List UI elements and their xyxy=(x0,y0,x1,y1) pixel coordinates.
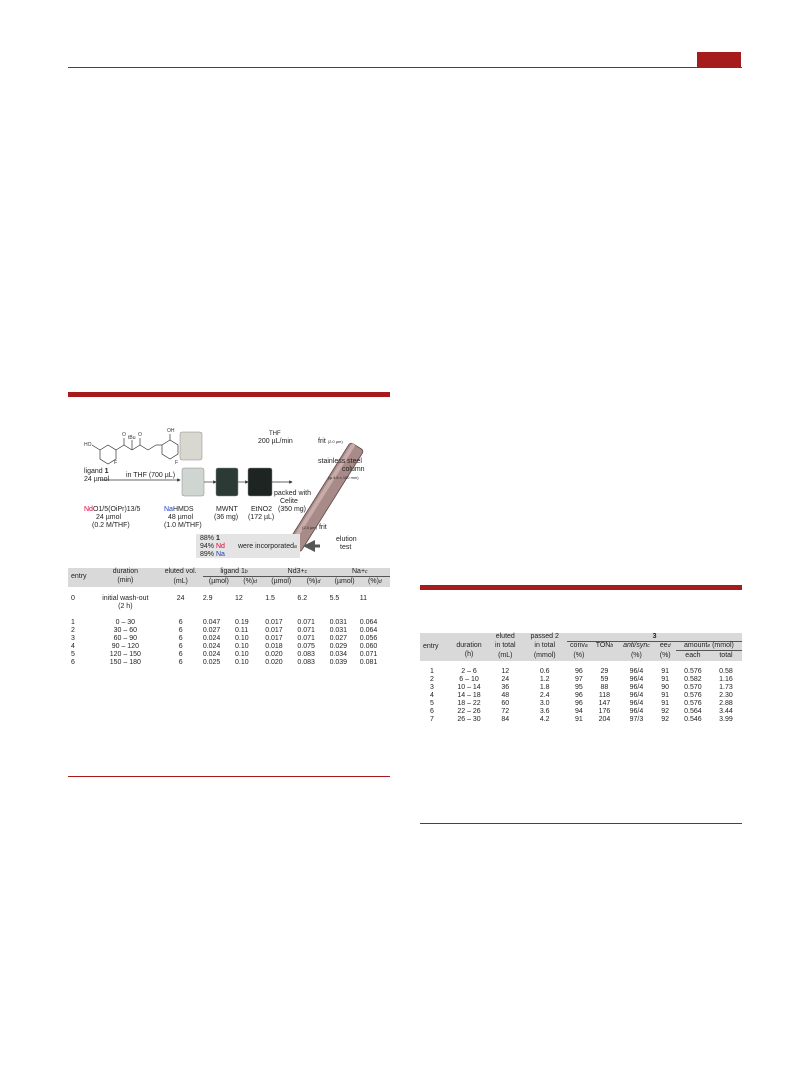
table-row-sub: (2 h) xyxy=(118,602,133,610)
frit-bottom-label: (2.0 µm) frit xyxy=(302,524,327,531)
th2-each: each xyxy=(685,651,701,659)
th2-amount: amount$^e$ (mmol) xyxy=(676,642,742,651)
vial-mwnt-icon xyxy=(216,468,238,496)
column-label: column xyxy=(342,466,365,473)
svg-text:F: F xyxy=(175,460,179,466)
table1-bottom-rule xyxy=(68,776,390,777)
nd-conc: (0.2 M/THF) xyxy=(92,522,130,529)
frit-top-label: frit (2.0 µm) xyxy=(318,438,343,445)
etno2-label: EtNO2 xyxy=(251,506,273,513)
incorporated-text: were incorporated$^a$ xyxy=(238,543,297,550)
etno2-amount: (172 µL) xyxy=(248,514,275,521)
th-na-pct: (%)$^d$ xyxy=(368,577,382,585)
table-row: 0 initial wash-out 24 2.9 12 1.5 6.2 5.5 11 xyxy=(71,594,368,602)
table-row: 7 26 – 30 84 4.2 91 204 97/3 92 0.546 3.99 xyxy=(430,715,733,723)
th-nd-pct: (%)$^d$ xyxy=(306,577,321,585)
svg-text:tBu: tBu xyxy=(128,435,136,441)
inc-nd: 94% Nd xyxy=(200,543,225,550)
table1-header-row-2 xyxy=(68,577,390,587)
flow-reaction-table xyxy=(420,633,742,724)
table2-header-row-3 xyxy=(420,651,742,661)
column-name: stainless steel xyxy=(318,458,362,465)
th2-ee-unit: (%) xyxy=(659,651,671,659)
th2-total: total xyxy=(719,651,733,659)
elution-table xyxy=(68,568,390,667)
table-row: 3 60 – 90 6 0.024 0.10 0.017 0.071 0.027 0.056 xyxy=(71,634,378,642)
th-ligand-umol: (µmol) xyxy=(208,577,229,585)
th-eluted-unit: (mL) xyxy=(173,577,188,585)
th2-group-3: 3 xyxy=(567,633,742,642)
th2-duration-unit: (h) xyxy=(464,650,474,658)
table-row: 6 150 – 180 6 0.025 0.10 0.020 0.083 0.039 0.081 xyxy=(71,658,378,666)
table2-bottom-rule xyxy=(420,823,742,824)
th-nd: Nd3+$^c$ xyxy=(265,568,329,577)
th2-eluted-unit: (mL) xyxy=(498,651,513,659)
ligand-solvent: in THF (700 µL) xyxy=(126,472,176,479)
th2-entry: entry xyxy=(423,642,439,650)
mwnt-amount: (36 mg) xyxy=(214,514,239,521)
vial-mix-icon xyxy=(182,468,204,496)
elution-label-2: test xyxy=(340,544,352,551)
inc-ligand: 88% 1 xyxy=(200,535,220,542)
flow-rate: 200 µL/min xyxy=(258,438,293,445)
th-entry: entry xyxy=(71,573,87,581)
svg-text:O: O xyxy=(122,432,126,438)
mwnt-label: MWNT xyxy=(216,506,238,513)
table2-header-row-1 xyxy=(420,633,742,642)
table-row: 1 0 – 30 6 0.047 0.19 0.017 0.071 0.031 0.064 xyxy=(71,618,378,626)
th2-passed-1: passed 2 xyxy=(530,633,559,641)
table2-header-row-2 xyxy=(420,642,742,651)
table-row: 4 90 – 120 6 0.024 0.10 0.018 0.075 0.029 0.060 xyxy=(71,642,378,650)
ligand-amount: 24 µmol xyxy=(84,476,110,483)
table-row: 4 14 – 18 48 2.4 96 118 96/4 91 0.576 2.30 xyxy=(430,691,733,699)
svg-text:F: F xyxy=(114,460,118,466)
th2-passed-2: in total xyxy=(534,642,556,649)
table-row: 2 6 – 10 24 1.2 97 59 96/4 91 0.582 1.16 xyxy=(430,675,733,683)
na-reagent: NaHMDS xyxy=(164,506,194,513)
packed-label-3: (350 mg) xyxy=(278,506,307,513)
header-rule xyxy=(68,67,742,68)
svg-text:HO: HO xyxy=(84,442,92,448)
th-eluted: eluted vol. xyxy=(164,568,197,576)
table1-header-row-1 xyxy=(68,568,390,577)
na-conc: (1.0 M/THF) xyxy=(164,522,202,529)
packed-label-1: packed with xyxy=(274,490,311,497)
th-ligand-pct: (%)$^d$ xyxy=(243,577,257,585)
th2-ton: TON$^b$ xyxy=(595,642,614,650)
flow-solvent: THF xyxy=(269,431,281,437)
table-row: 6 22 – 26 72 3.6 94 176 96/4 92 0.564 3.44 xyxy=(430,707,733,715)
header-tab xyxy=(697,52,741,67)
table-row: 3 10 – 14 36 1.8 95 88 96/4 90 0.570 1.73 xyxy=(430,683,733,691)
table-row: 1 2 – 6 12 0.6 96 29 96/4 91 0.576 0.58 xyxy=(430,667,733,675)
table-row: 5 120 – 150 6 0.024 0.10 0.020 0.083 0.034 0.071 xyxy=(71,650,378,658)
th2-antisyn: anti/syn$^c$ xyxy=(623,642,650,650)
nd-amount: 24 µmol xyxy=(96,514,122,521)
ligand-label: ligand 1 xyxy=(84,468,109,475)
th-duration-unit: (min) xyxy=(117,576,134,584)
packed-label-2: Celite xyxy=(280,498,298,505)
svg-text:O: O xyxy=(138,432,142,438)
th2-conv-unit: (%) xyxy=(573,651,585,659)
th2-eluted-2: in total xyxy=(494,642,516,649)
th2-duration: duration xyxy=(456,642,482,649)
th2-antisyn-unit: (%) xyxy=(630,651,642,659)
th-na-umol: (µmol) xyxy=(334,577,355,585)
th2-conv: conv$^a$ xyxy=(570,642,588,650)
scheme-figure xyxy=(70,410,390,560)
table-row: 2 30 – 60 6 0.027 0.11 0.017 0.071 0.031 0.064 xyxy=(71,626,378,634)
table2-top-bar xyxy=(420,585,742,590)
column-dims: (φ 4.6 x 100 mm) xyxy=(328,475,359,480)
inc-na: 89% Na xyxy=(200,551,225,558)
th-ligand: ligand 1$^b$ xyxy=(203,568,265,577)
th2-ee: $ee^d$ xyxy=(659,642,671,650)
th2-eluted-1: eluted xyxy=(495,633,515,641)
th2-passed-unit: (mmol) xyxy=(533,651,556,659)
nd-reagent: NdO1/5(OiPr)13/5 xyxy=(84,506,141,513)
table-row: 5 18 – 22 60 3.0 96 147 96/4 91 0.576 2.88 xyxy=(430,699,733,707)
elution-label-1: elution xyxy=(336,536,357,543)
vial-ligand-icon xyxy=(180,432,202,460)
th-na: Na+$^c$ xyxy=(330,568,390,577)
th-nd-umol: (µmol) xyxy=(271,577,292,585)
vial-etno2-icon xyxy=(248,468,272,496)
th-duration: duration xyxy=(112,568,138,576)
svg-text:OH: OH xyxy=(167,428,175,434)
na-amount: 48 µmol xyxy=(168,514,194,521)
figure-top-bar xyxy=(68,392,390,397)
